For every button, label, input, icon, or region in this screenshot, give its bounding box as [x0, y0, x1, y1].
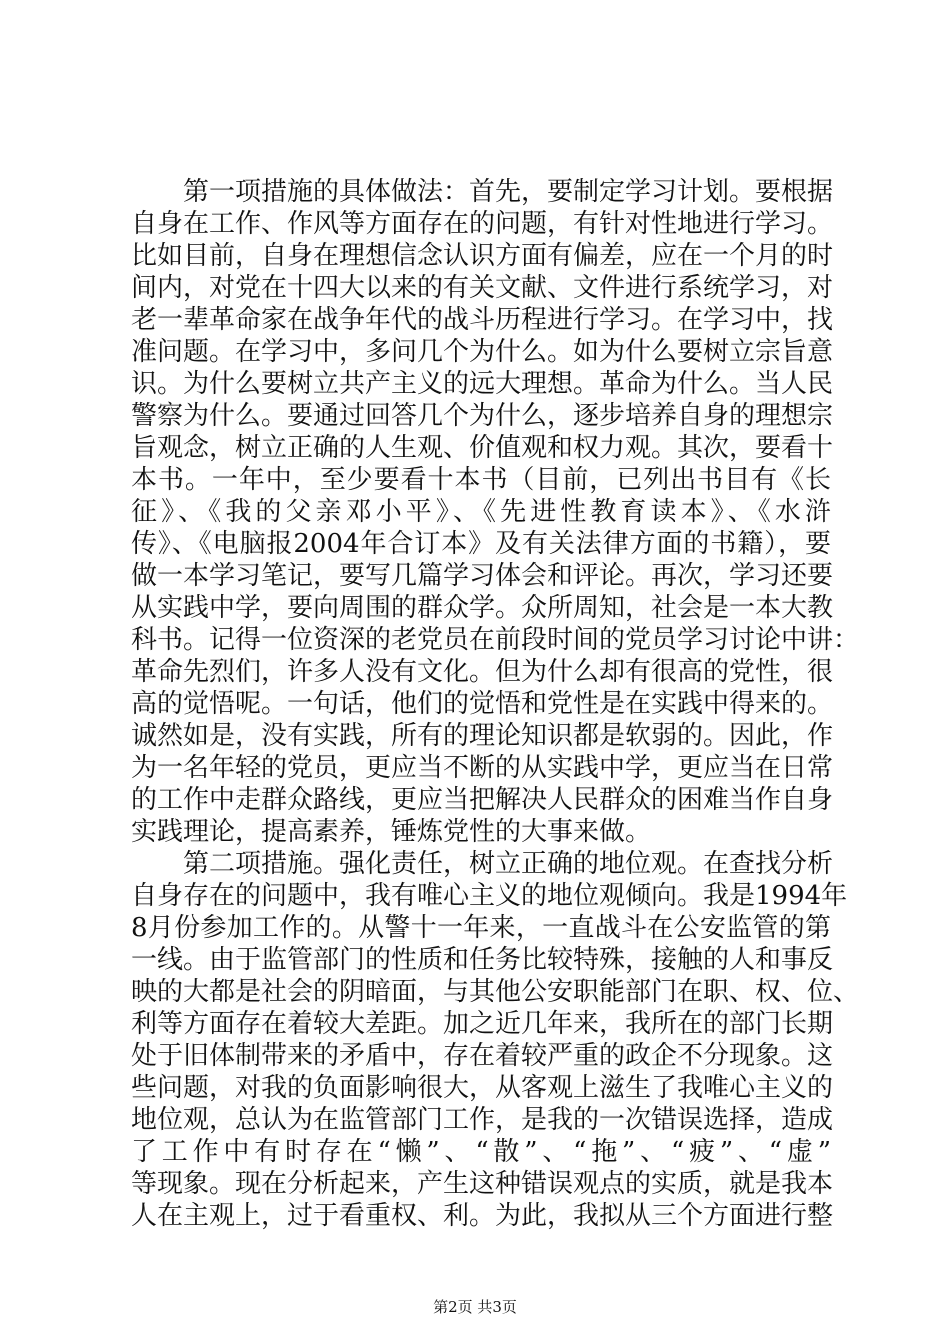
- text-line-content: 实践理论，提高素养，锤炼党性的大事来做。: [131, 817, 652, 847]
- text-line-content: 为一名年轻的党员，更应当不断的从实践中学，更应当在日常: [131, 753, 834, 783]
- text-line-content: 等现象。现在分析起来，产生这种错误观点的实质，就是我本: [131, 1169, 834, 1199]
- text-line-content: 高的觉悟呢。一句话，他们的觉悟和党性是在实践中得来的。: [131, 689, 834, 719]
- text-line-content: 一线。由于监管部门的性质和任务比较特殊，接触的人和事反: [131, 945, 834, 975]
- text-line-content: 地位观，总认为在监管部门工作，是我的一次错误选择，造成: [131, 1105, 834, 1135]
- text-line: [131, 752, 834, 784]
- text-line: [131, 176, 834, 208]
- text-line-content: 本书。一年中，至少要看十本书（目前，已列出书目有《长: [131, 465, 831, 495]
- text-line-content: 利等方面存在着较大差距。加之近几年来，我所在的部门长期: [131, 1009, 834, 1039]
- text-line: [131, 688, 834, 720]
- text-line: [131, 560, 834, 592]
- text-line: [131, 1072, 834, 1104]
- text-line: [131, 240, 834, 272]
- text-line: [131, 592, 834, 624]
- text-line: [131, 912, 831, 944]
- text-line: [131, 464, 831, 496]
- text-line: [131, 208, 834, 240]
- paragraph: [131, 176, 860, 848]
- text-line-content: 间内，对党在十四大以来的有关文献、文件进行系统学习，对: [131, 273, 834, 303]
- text-line: [131, 1104, 834, 1136]
- text-line-content: 些问题，对我的负面影响很大，从客观上滋生了我唯心主义的: [131, 1073, 834, 1103]
- text-line-content: 了工作中有时存在“懒”、“散”、“拖”、“疲”、“虚”: [131, 1137, 831, 1167]
- text-line-content: 第一项措施的具体做法：首先，要制定学习计划。要根据: [183, 177, 834, 207]
- document-body: [131, 176, 860, 1232]
- text-line: [131, 624, 860, 656]
- text-line-content: 传》、《电脑报2004年合订本》及有关法律方面的书籍），要: [131, 529, 831, 559]
- text-line: [131, 368, 834, 400]
- text-line: [131, 304, 834, 336]
- text-line-content: 自身存在的问题中，我有唯心主义的地位观倾向。我是1994年: [131, 881, 848, 911]
- text-line: [131, 656, 834, 688]
- paragraph: [131, 848, 860, 1232]
- text-line-content: 自身在工作、作风等方面存在的问题，有针对性地进行学习。: [131, 209, 834, 239]
- page-footer: 第2页 共3页: [433, 1298, 517, 1316]
- text-line: [131, 400, 834, 432]
- text-line-content: 第二项措施。强化责任，树立正确的地位观。在查找分析: [183, 849, 834, 879]
- text-line-content: 的工作中走群众路线，更应当把解决人民群众的困难当作自身: [131, 785, 834, 815]
- text-line: [131, 944, 834, 976]
- text-line: [131, 784, 834, 816]
- text-line: [131, 1168, 834, 1200]
- text-line-content: 旨观念，树立正确的人生观、价值观和权力观。其次，要看十: [131, 433, 834, 463]
- text-line: [131, 848, 834, 880]
- text-line-content: 8月份参加工作的。从警十一年来，一直战斗在公安监管的第: [131, 913, 831, 943]
- text-line-content: 识。为什么要树立共产主义的远大理想。革命为什么。当人民: [131, 369, 834, 399]
- text-line-content: 老一辈革命家在战争年代的战斗历程进行学习。在学习中，找: [131, 305, 834, 335]
- text-line: [131, 1040, 834, 1072]
- text-line-content: 警察为什么。要通过回答几个为什么，逐步培养自身的理想宗: [131, 401, 834, 431]
- text-line: [131, 1008, 834, 1040]
- text-line: [131, 880, 848, 912]
- text-line-content: 映的大都是社会的阴暗面，与其他公安职能部门在职、权、位、: [131, 977, 860, 1007]
- text-line-content: 从实践中学，要向周围的群众学。众所周知，社会是一本大教: [131, 593, 834, 623]
- text-line-content: 革命先烈们，许多人没有文化。但为什么却有很高的党性，很: [131, 657, 834, 687]
- text-line: [131, 528, 831, 560]
- text-line-content: 处于旧体制带来的矛盾中，存在着较严重的政企不分现象。这: [131, 1041, 834, 1071]
- text-line-content: 诚然如是，没有实践，所有的理论知识都是软弱的。因此，作: [131, 721, 834, 751]
- text-line: [131, 816, 831, 848]
- text-line: [131, 720, 834, 752]
- text-line: [131, 272, 834, 304]
- text-line-content: 科书。记得一位资深的老党员在前段时间的党员学习讨论中讲：: [131, 625, 860, 655]
- text-line: [131, 336, 834, 368]
- text-line: [131, 976, 860, 1008]
- text-line: [131, 496, 831, 528]
- text-line: [131, 432, 834, 464]
- text-line: [131, 1136, 831, 1168]
- text-line-content: 比如目前，自身在理想信念认识方面有偏差，应在一个月的时: [131, 241, 834, 271]
- text-line-content: 做一本学习笔记，要写几篇学习体会和评论。再次，学习还要: [131, 561, 834, 591]
- text-line-content: 准问题。在学习中，多问几个为什么。如为什么要树立宗旨意: [131, 337, 834, 367]
- text-line: [131, 1200, 834, 1232]
- text-line-content: 人在主观上，过于看重权、利。为此，我拟从三个方面进行整: [131, 1201, 834, 1231]
- text-line-content: 征》、《我的父亲邓小平》、《先进性教育读本》、《水浒: [131, 497, 831, 527]
